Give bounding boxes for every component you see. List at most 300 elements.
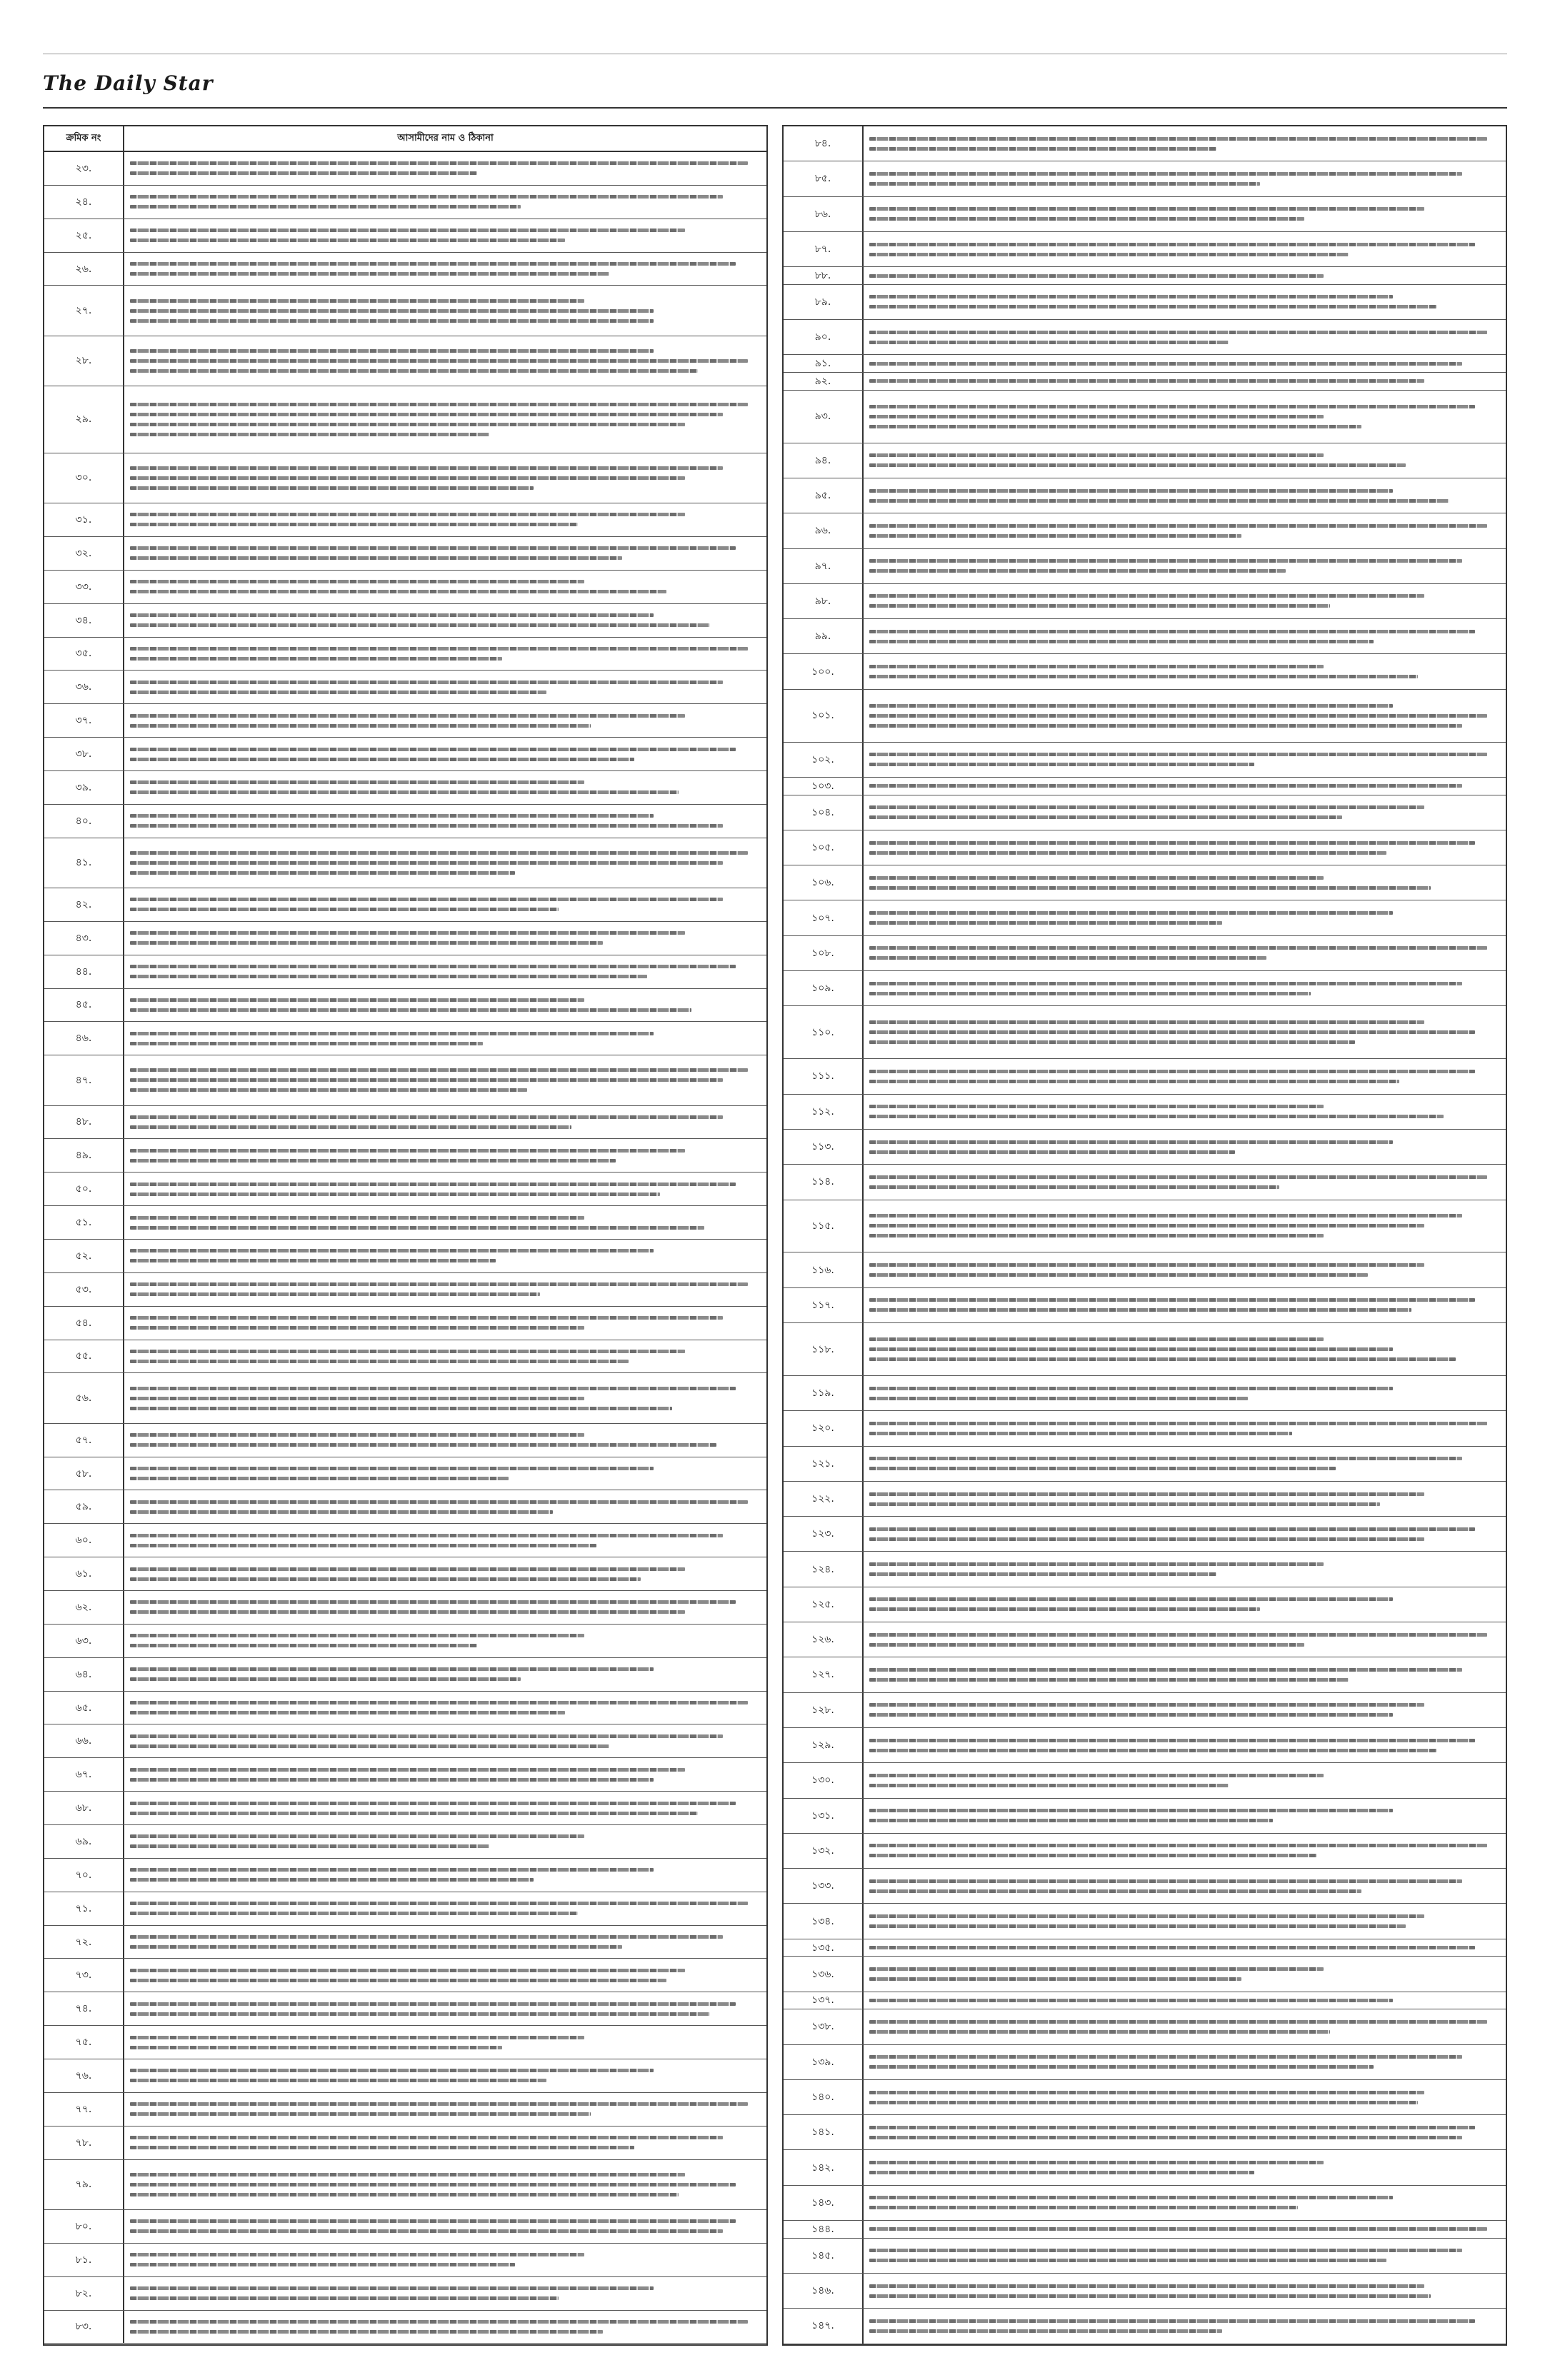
text-line <box>869 534 1241 538</box>
accused-name-address-text <box>124 1424 766 1457</box>
accused-name-address-text <box>124 989 766 1022</box>
accused-name-address-text <box>124 1959 766 1992</box>
text-line <box>869 2259 1386 2262</box>
text-line <box>130 513 685 516</box>
text-line <box>869 1422 1487 1425</box>
text-line <box>130 1477 509 1480</box>
text-line <box>869 2055 1462 2059</box>
accused-name-address-text <box>124 1340 766 1373</box>
text-line <box>869 1977 1241 1981</box>
text-line <box>130 1316 723 1320</box>
accused-name-address-text <box>124 2059 766 2092</box>
text-line <box>130 2229 723 2233</box>
text-line <box>130 2193 679 2196</box>
text-line <box>869 1185 1279 1189</box>
text-line <box>869 1854 1317 1857</box>
text-line <box>869 1080 1399 1083</box>
serial-number: ৯০. <box>784 320 864 354</box>
text-line <box>130 1467 654 1470</box>
accused-name-address-text <box>864 795 1506 830</box>
accused-name-address-text <box>864 1622 1506 1657</box>
accused-name-address-text <box>124 1724 766 1757</box>
text-line <box>130 1282 748 1286</box>
text-line <box>130 1292 540 1296</box>
serial-number: ৪১. <box>44 838 124 888</box>
table-row <box>44 2277 766 2311</box>
serial-number: ১১৭. <box>784 1288 864 1322</box>
accused-name-address-text <box>864 443 1506 478</box>
table-row <box>784 654 1506 689</box>
table-row <box>44 1307 766 1340</box>
text-line <box>130 1644 477 1647</box>
text-line <box>130 2286 654 2290</box>
text-line <box>869 341 1229 344</box>
text-line <box>130 1042 483 1045</box>
text-line <box>869 2171 1254 2174</box>
serial-number: ৭৫. <box>44 2026 124 2059</box>
table-row <box>784 1059 1506 1094</box>
text-line <box>130 2173 685 2176</box>
table-row <box>44 453 766 503</box>
masthead: The Daily Star <box>43 71 214 95</box>
text-line <box>130 824 723 828</box>
table-row <box>784 2221 1506 2239</box>
serial-number: ৯৪. <box>784 443 864 478</box>
table-row <box>784 1622 1506 1657</box>
serial-number: ১৪৩. <box>784 2186 864 2220</box>
text-line <box>869 1749 1437 1752</box>
table-row <box>44 1892 766 1926</box>
accused-name-address-text <box>864 1411 1506 1445</box>
serial-number: ১৪৫. <box>784 2239 864 2273</box>
text-line <box>130 238 565 242</box>
accused-name-address-text <box>124 604 766 637</box>
text-line <box>869 704 1393 708</box>
table-row <box>784 2274 1506 2309</box>
accused-name-address-text <box>864 1130 1506 1164</box>
table-row <box>784 161 1506 196</box>
text-line <box>869 946 1487 950</box>
text-line <box>869 2136 1462 2139</box>
table-row <box>784 197 1506 232</box>
accused-name-address-text <box>864 267 1506 284</box>
text-line <box>869 1298 1475 1302</box>
table-row <box>44 1340 766 1374</box>
table-row <box>784 1323 1506 1376</box>
text-line <box>130 758 634 761</box>
accused-name-address-text <box>864 232 1506 266</box>
serial-number: ৫৪. <box>44 1307 124 1340</box>
serial-number: ২৭. <box>44 286 124 335</box>
text-line <box>869 1387 1393 1390</box>
table-row <box>784 971 1506 1006</box>
text-line <box>869 921 1222 925</box>
text-line <box>130 262 736 266</box>
text-line <box>130 1544 596 1547</box>
table-row <box>44 604 766 638</box>
serial-number: ১২৬. <box>784 1622 864 1657</box>
serial-number: ১৪০. <box>784 2080 864 2114</box>
table-row <box>784 2309 1506 2344</box>
accused-name-address-text <box>124 571 766 603</box>
text-line <box>869 1115 1444 1118</box>
text-line <box>130 1183 736 1186</box>
table-row <box>44 2026 766 2059</box>
serial-number: ১৪৪. <box>784 2221 864 2238</box>
text-line <box>130 1068 748 1072</box>
text-line <box>869 1234 1324 1237</box>
table-row <box>784 2009 1506 2044</box>
text-line <box>869 1347 1393 1351</box>
accused-name-address-text <box>124 286 766 335</box>
text-line <box>130 1500 748 1504</box>
table-row <box>44 1106 766 1140</box>
text-line <box>130 195 723 199</box>
table-row <box>784 1006 1506 1059</box>
text-line <box>130 2330 603 2334</box>
text-line <box>869 841 1475 845</box>
serial-number: ১১১. <box>784 1059 864 1093</box>
table-row <box>784 1939 1506 1957</box>
text-line <box>869 569 1286 573</box>
text-line <box>130 748 736 751</box>
accused-name-address-text <box>124 1557 766 1590</box>
text-line <box>869 1633 1487 1637</box>
accused-name-address-text <box>864 1657 1506 1692</box>
text-line <box>869 1946 1475 1949</box>
table-row <box>784 2239 1506 2274</box>
serial-number: ৬৩. <box>44 1625 124 1657</box>
table-row <box>784 355 1506 373</box>
text-line <box>130 1125 571 1129</box>
accused-name-address-text <box>124 1992 766 2025</box>
table-row <box>44 671 766 704</box>
table-row <box>784 320 1506 355</box>
text-line <box>130 2046 502 2049</box>
text-line <box>869 405 1475 408</box>
table-row <box>44 1625 766 1658</box>
table-row <box>784 1288 1506 1323</box>
table-row <box>784 1834 1506 1869</box>
text-line <box>869 1273 1368 1277</box>
accused-name-address-text <box>864 549 1506 583</box>
text-line <box>869 253 1349 256</box>
accused-name-address-text <box>124 152 766 185</box>
text-line <box>130 1945 622 1949</box>
table-row <box>784 1587 1506 1622</box>
text-line <box>869 379 1424 383</box>
text-line <box>130 871 515 875</box>
serial-number: ১২৫. <box>784 1587 864 1622</box>
text-line <box>130 861 723 865</box>
accused-name-address-text <box>864 900 1506 935</box>
accused-name-address-text <box>124 1022 766 1055</box>
text-line <box>130 1088 527 1092</box>
text-line <box>130 790 679 794</box>
serial-number: ১১৪. <box>784 1165 864 1199</box>
accused-name-address-text <box>124 671 766 703</box>
text-line <box>130 299 584 303</box>
table-row <box>44 286 766 336</box>
accused-name-address-text <box>124 1524 766 1557</box>
serial-number: ৮০. <box>44 2210 124 2243</box>
serial-number: ৭০. <box>44 1859 124 1892</box>
table-row <box>784 1657 1506 1692</box>
text-line <box>130 1534 723 1537</box>
table-row <box>44 336 766 386</box>
text-line <box>869 911 1393 915</box>
text-line <box>869 594 1424 598</box>
table-row <box>784 1200 1506 1253</box>
text-line <box>130 1878 534 1882</box>
accused-name-address-text <box>864 2115 1506 2149</box>
accused-name-address-text <box>124 1792 766 1824</box>
accused-name-address-text <box>124 1658 766 1691</box>
table-row <box>784 1799 1506 1834</box>
text-line <box>130 1387 736 1390</box>
text-line <box>869 1357 1456 1361</box>
serial-number: ৭৮. <box>44 2127 124 2159</box>
text-line <box>869 1572 1216 1576</box>
text-line <box>869 559 1462 563</box>
text-line <box>130 1667 654 1671</box>
masthead-rule <box>43 107 1507 109</box>
accused-name-address-text <box>864 197 1506 231</box>
table-row <box>784 1552 1506 1587</box>
text-line <box>130 1902 748 1905</box>
serial-number: ৬৬. <box>44 1724 124 1757</box>
text-line <box>869 137 1487 141</box>
table-row <box>44 2127 766 2160</box>
text-line <box>130 1032 654 1035</box>
text-line <box>869 956 1266 960</box>
serial-number: ১০১. <box>784 690 864 742</box>
accused-name-address-text <box>124 1139 766 1172</box>
text-line <box>130 1812 698 1815</box>
text-line <box>130 423 685 426</box>
serial-number: ৪৩. <box>44 922 124 955</box>
serial-number: ৯৭. <box>784 549 864 583</box>
text-line <box>869 2091 1424 2094</box>
text-line <box>869 2329 1222 2333</box>
text-line <box>130 1159 616 1163</box>
accused-name-address-text <box>124 1055 766 1105</box>
text-line <box>130 2012 710 2016</box>
table-row <box>784 1447 1506 1482</box>
serial-number: ৬৫. <box>44 1692 124 1724</box>
serial-number: ১৩৬. <box>784 1957 864 1991</box>
table-row <box>784 1376 1506 1411</box>
text-line <box>130 1701 748 1704</box>
table-row <box>784 830 1506 865</box>
serial-number: ১০৪. <box>784 795 864 830</box>
table-row <box>784 2186 1506 2221</box>
accused-name-address-text <box>124 922 766 955</box>
table-header <box>44 126 766 152</box>
accused-name-address-text <box>864 865 1506 900</box>
accused-name-address-text <box>124 219 766 252</box>
text-line <box>869 1668 1462 1672</box>
serial-number: ১২২. <box>784 1482 864 1516</box>
serial-number: ২৬. <box>44 253 124 286</box>
table-row <box>784 865 1506 900</box>
text-line <box>130 1326 584 1330</box>
text-line <box>130 2183 736 2186</box>
text-line <box>869 499 1449 503</box>
accused-name-address-text <box>864 355 1506 372</box>
text-line <box>130 931 685 935</box>
text-line <box>869 1914 1424 1918</box>
text-line <box>869 763 1254 766</box>
text-line <box>869 1537 1424 1541</box>
serial-number: ৪৮. <box>44 1106 124 1139</box>
table-row <box>784 1165 1506 1200</box>
text-line <box>869 1819 1273 1822</box>
accused-name-address-text <box>124 1692 766 1724</box>
accused-name-address-text <box>124 1273 766 1306</box>
accused-name-address-text <box>864 619 1506 653</box>
text-line <box>130 1350 685 1353</box>
text-line <box>130 523 578 526</box>
table-row <box>784 2150 1506 2185</box>
table-row <box>44 1992 766 2026</box>
serial-number: ৮৭. <box>784 232 864 266</box>
table-row <box>784 795 1506 830</box>
table-row <box>44 1490 766 1524</box>
text-line <box>869 1105 1324 1108</box>
table-row <box>784 1517 1506 1552</box>
text-line <box>869 1467 1336 1470</box>
serial-number: ৯৫. <box>784 478 864 513</box>
text-line <box>130 413 723 416</box>
table-row <box>784 1252 1506 1287</box>
serial-number: ১২১. <box>784 1447 864 1481</box>
accused-name-address-text <box>864 1006 1506 1058</box>
text-line <box>869 2126 1475 2129</box>
text-line <box>130 2136 723 2139</box>
text-line <box>130 2102 748 2106</box>
table-row <box>44 1926 766 1959</box>
serial-number: ৩৮. <box>44 738 124 770</box>
text-line <box>130 941 603 945</box>
text-line <box>869 1432 1292 1435</box>
serial-number: ১৩৭. <box>784 1992 864 2009</box>
table-row <box>44 805 766 838</box>
serial-number: ৭৩. <box>44 1959 124 1992</box>
serial-number: ১৩৯. <box>784 2045 864 2079</box>
serial-number: ১২৭. <box>784 1657 864 1692</box>
text-line <box>130 1510 553 1514</box>
text-line <box>130 998 584 1002</box>
text-line <box>130 1433 584 1437</box>
accused-name-address-text <box>864 478 1506 513</box>
table-row <box>784 549 1506 584</box>
table-row <box>44 537 766 571</box>
accused-name-address-text <box>124 1173 766 1205</box>
table-row <box>44 771 766 805</box>
accused-name-address-text <box>864 2239 1506 2273</box>
accused-name-address-text <box>864 161 1506 196</box>
text-line <box>130 1868 654 1872</box>
text-line <box>869 1502 1380 1506</box>
accused-name-address-text <box>864 1200 1506 1252</box>
serial-number: ২৩. <box>44 152 124 185</box>
accused-name-address-text <box>864 1693 1506 1727</box>
serial-number: ১১৬. <box>784 1252 864 1287</box>
table-row <box>784 267 1506 285</box>
serial-number: ১১০. <box>784 1006 864 1058</box>
serial-number: ৩৩. <box>44 571 124 603</box>
serial-number: ৪৬. <box>44 1022 124 1055</box>
text-line <box>869 640 1374 643</box>
serial-number: ৬৪. <box>44 1658 124 1691</box>
serial-number: ২৪. <box>44 186 124 219</box>
accused-name-address-text <box>864 1252 1506 1287</box>
text-line <box>869 274 1324 278</box>
table-row <box>44 503 766 537</box>
serial-number: ১৩৪. <box>784 1904 864 1938</box>
text-line <box>130 349 654 353</box>
text-line <box>130 1216 584 1220</box>
text-line <box>869 2284 1424 2288</box>
table-row <box>44 1758 766 1792</box>
text-line <box>869 2294 1431 2298</box>
table-row <box>784 1904 1506 1939</box>
serial-number: ৪৭. <box>44 1055 124 1105</box>
accused-name-address-text <box>864 2045 1506 2079</box>
table-row <box>44 2210 766 2244</box>
table-row <box>44 838 766 888</box>
text-line <box>130 1249 654 1252</box>
serial-number: ৫৯. <box>44 1490 124 1523</box>
serial-number: ৮১. <box>44 2244 124 2276</box>
table-row <box>784 232 1506 267</box>
accused-name-address-text <box>124 453 766 503</box>
accused-name-address-text <box>864 2221 1506 2238</box>
serial-number: ৩৭. <box>44 704 124 737</box>
table-row <box>44 638 766 671</box>
table-row <box>784 443 1506 478</box>
accused-name-address-text <box>124 838 766 888</box>
text-line <box>869 1175 1487 1179</box>
serial-number: ১০৮. <box>784 936 864 970</box>
table-row <box>44 2093 766 2127</box>
table-row <box>44 955 766 989</box>
serial-number: ১১৩. <box>784 1130 864 1164</box>
serial-number: ৩৯. <box>44 771 124 804</box>
accused-name-address-text <box>864 1165 1506 1199</box>
text-line <box>869 2319 1475 2323</box>
table-row <box>784 1763 1506 1798</box>
text-line <box>869 1214 1462 1217</box>
table-row <box>784 126 1506 161</box>
text-line <box>869 665 1324 668</box>
table-row <box>44 1557 766 1591</box>
table-row <box>44 386 766 453</box>
text-line <box>130 898 723 901</box>
serial-number: ১৪১. <box>784 2115 864 2149</box>
table-row <box>44 2244 766 2277</box>
accused-name-address-text <box>864 373 1506 390</box>
table-row <box>44 186 766 219</box>
text-line <box>130 1744 609 1748</box>
table-row <box>44 1591 766 1625</box>
right-rows <box>784 126 1506 2344</box>
text-line <box>869 1030 1475 1034</box>
accused-name-address-text <box>124 386 766 453</box>
text-line <box>869 1924 1406 1928</box>
serial-number: ৭১. <box>44 1892 124 1925</box>
